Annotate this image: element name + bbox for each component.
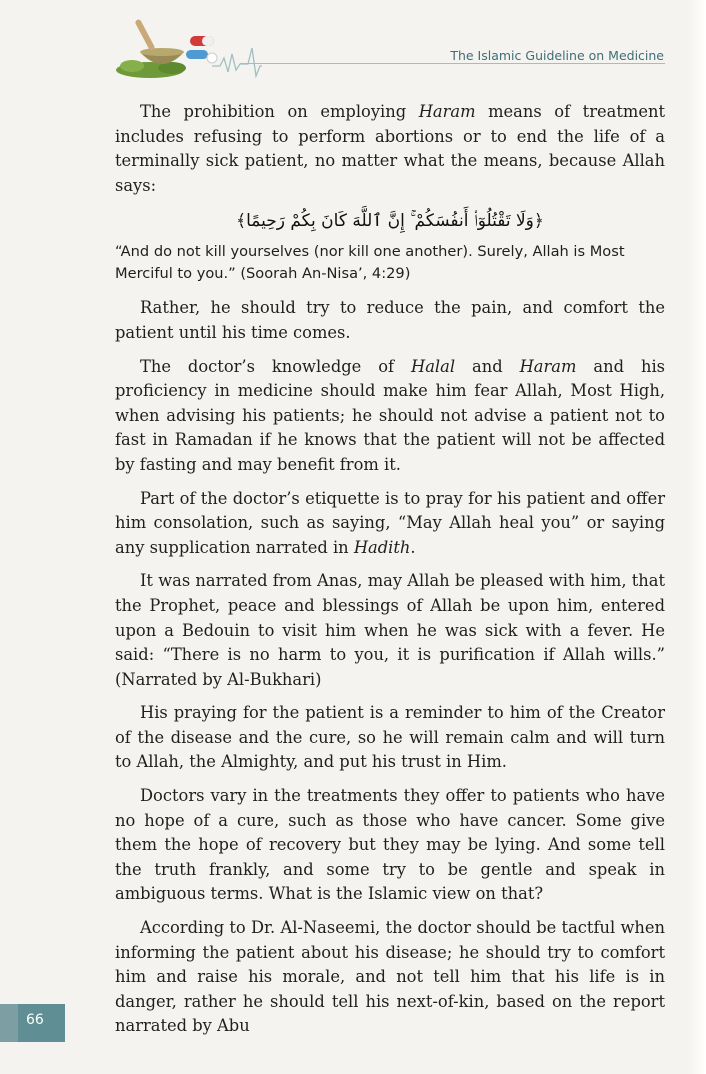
paragraph-4: Part of the doctor’s etiquette is to pray for his patient and offer him consolation, such as saying, “May Allah heal you” or saying any supplication narrated in Hadith.	[115, 488, 665, 557]
quran-verse-arabic: ﴿وَلَا تَقْتُلُوٓا۟ أَنفُسَكُمْ ۚ إِنَّ ٱللَّهَ كَانَ بِكُمْ رَحِيمًا﴾	[236, 211, 544, 232]
header-rule	[240, 63, 665, 64]
paragraph-8: According to Dr. Al-Naseemi, the doctor should be tactful when informing the patient about his disease; he should try to comfort him and raise his morale, and not tell him that his life is in danger, rather he should tell his next-of-kin, based on the report narrated by Abu	[115, 918, 665, 1036]
header-herbal-illustration	[112, 14, 262, 80]
page-number: 66	[26, 1012, 44, 1028]
paragraph-5: It was narrated from Anas, may Allah be pleased with him, that the Prophet, peace and blessings of Allah be upon him, entered upon a Bedouin to visit him when he was sick with a fever. He said: “There is no harm to you, it is purification if Allah wills.” (Narrated by Al-Bukhari)	[115, 571, 665, 689]
paragraph-7: Doctors vary in the treatments they offer to patients who have no hope of a cure, such as those who have cancer. Some give them the hope of recovery but they may be lying. And some tell the truth frankly, and some try to be gentle and speak in ambiguous terms. What is the Islamic view on that?	[115, 786, 665, 904]
verse-translation: “And do not kill yourselves (nor kill one another). Surely, Allah is Most Merciful to you.” (Soorah An-Nisa’, 4:29)	[115, 243, 625, 283]
paragraph-1: The prohibition on employing Haram means of treatment includes refusing to perform abortions or to end the life of a terminally sick patient, no matter what the means, because Allah says:	[115, 102, 665, 195]
page-edge	[688, 0, 706, 1074]
paragraph-6: His praying for the patient is a reminder to him of the Creator of the disease and the cure, so he will remain calm and will turn to Allah, the Almighty, and put his trust in Him.	[115, 703, 665, 772]
paragraph-2: Rather, he should try to reduce the pain, and comfort the patient until his time comes.	[115, 298, 665, 342]
heartbeat-line-icon	[212, 48, 262, 76]
paragraph-3: The doctor’s knowledge of Halal and Haram and his proficiency in medicine should make him fear Allah, Most High, when advising his patients; he should not advise a patient not to fast in Ramadan if he knows that the patient will not be affected by fasting and may benefit from it.	[115, 356, 666, 474]
page-body	[115, 100, 665, 1048]
running-title: The Islamic Guideline on Medicine	[450, 48, 664, 63]
